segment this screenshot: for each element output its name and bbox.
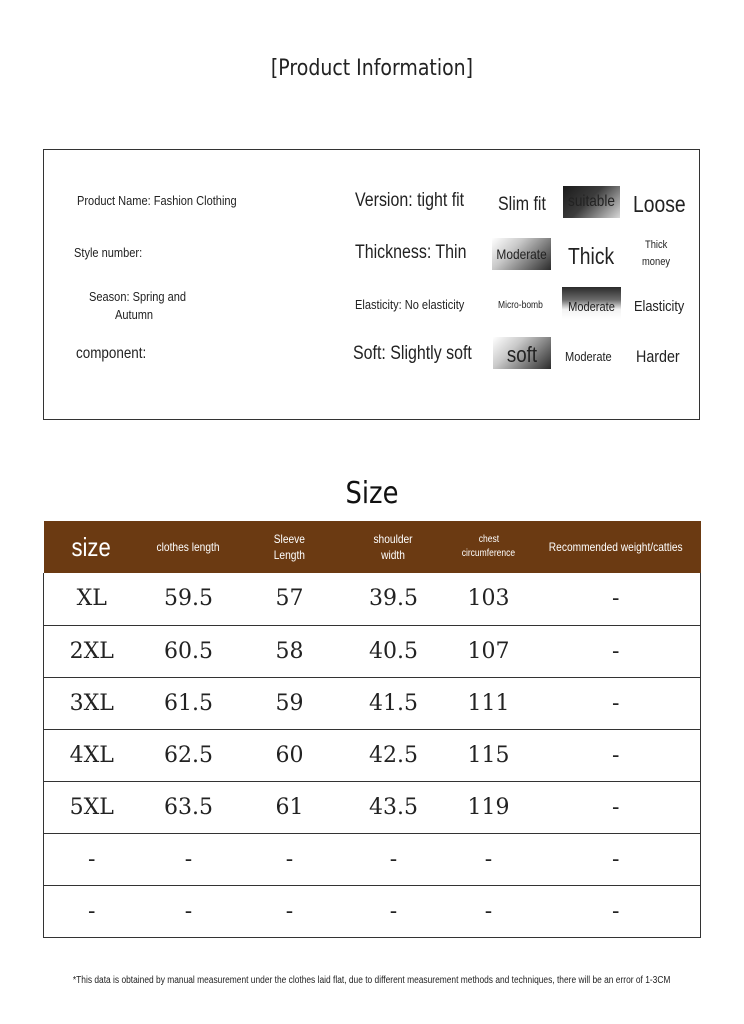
cell-weight: - bbox=[532, 729, 701, 781]
size-title: Size bbox=[345, 476, 399, 511]
cell-clothes-length: 63.5 bbox=[140, 781, 238, 833]
cell-clothes-length: - bbox=[140, 833, 238, 885]
cell-weight: - bbox=[532, 625, 701, 677]
cell-chest: - bbox=[446, 833, 532, 885]
cell-chest: 111 bbox=[446, 677, 532, 729]
cell-shoulder-width: 43.5 bbox=[342, 781, 446, 833]
elasticity-label: Elasticity: No elasticity bbox=[355, 297, 465, 312]
product-information-title: [Product Information] bbox=[270, 56, 474, 81]
version-label: Version: tight fit bbox=[355, 190, 465, 211]
thickness-selected-label: Moderate bbox=[496, 246, 547, 262]
soft-option-moderate: Moderate bbox=[565, 349, 612, 364]
size-table bbox=[43, 521, 701, 938]
soft-option-harder: Harder bbox=[636, 347, 680, 366]
cell-sleeve-length: - bbox=[238, 833, 342, 885]
measurement-footnote bbox=[0, 975, 744, 986]
cell-sleeve-length: 58 bbox=[238, 625, 342, 677]
cell-clothes-length: - bbox=[140, 885, 238, 937]
header-clothes-length: clothes length bbox=[140, 521, 238, 573]
table-row bbox=[44, 833, 701, 885]
elasticity-option-elasticity: Elasticity bbox=[634, 298, 685, 315]
cell-clothes-length: 59.5 bbox=[140, 573, 238, 625]
footnote-text: *This data is obtained by manual measurement under the clothes laid flat, due to different measurement methods and techniques, there will be an error of 1-3CM bbox=[73, 975, 671, 986]
cell-weight: - bbox=[532, 833, 701, 885]
soft-option-soft-selected bbox=[493, 337, 551, 369]
header-sleeve-length: Sleeve Length bbox=[238, 521, 342, 573]
cell-weight: - bbox=[532, 781, 701, 833]
version-option-slim-fit: Slim fit bbox=[498, 194, 546, 215]
soft-selected-label: soft bbox=[506, 342, 538, 367]
elasticity-option-micro-bomb: Micro-bomb bbox=[498, 300, 543, 311]
cell-sleeve-length: 57 bbox=[238, 573, 342, 625]
version-option-loose: Loose bbox=[633, 191, 686, 217]
table-row bbox=[44, 573, 701, 625]
cell-chest: 107 bbox=[446, 625, 532, 677]
version-selected-label: suitable bbox=[568, 193, 615, 210]
cell-weight: - bbox=[532, 885, 701, 937]
version-option-suitable-selected bbox=[563, 186, 620, 218]
table-row bbox=[44, 781, 701, 833]
cell-size: 4XL bbox=[44, 729, 140, 781]
cell-clothes-length: 62.5 bbox=[140, 729, 238, 781]
product-name: Product Name: Fashion Clothing bbox=[77, 193, 237, 208]
season-line-1: Season: Spring and bbox=[89, 289, 187, 304]
cell-shoulder-width: - bbox=[342, 885, 446, 937]
cell-size: 3XL bbox=[44, 677, 140, 729]
thickness-option-thick: Thick bbox=[568, 243, 615, 269]
cell-shoulder-width: 41.5 bbox=[342, 677, 446, 729]
elasticity-option-moderate-selected bbox=[562, 287, 621, 319]
cell-shoulder-width: 39.5 bbox=[342, 573, 446, 625]
header-shoulder-width: shoulder width bbox=[342, 521, 446, 573]
table-row bbox=[44, 625, 701, 677]
style-number: Style number: bbox=[74, 245, 143, 260]
soft-label: Soft: Slightly soft bbox=[353, 343, 472, 364]
size-table-header-row bbox=[44, 521, 701, 573]
cell-chest: 103 bbox=[446, 573, 532, 625]
header-size: size bbox=[44, 521, 140, 573]
table-row bbox=[44, 885, 701, 937]
cell-size: XL bbox=[44, 573, 140, 625]
component: component: bbox=[76, 345, 147, 362]
elasticity-selected-label: Moderate bbox=[568, 299, 615, 314]
season-line-2: Autumn bbox=[115, 307, 154, 322]
cell-sleeve-length: 59 bbox=[238, 677, 342, 729]
cell-clothes-length: 61.5 bbox=[140, 677, 238, 729]
cell-size: 2XL bbox=[44, 625, 140, 677]
cell-sleeve-length: - bbox=[238, 885, 342, 937]
table-row bbox=[44, 729, 701, 781]
cell-sleeve-length: 60 bbox=[238, 729, 342, 781]
cell-chest: 119 bbox=[446, 781, 532, 833]
thickness-option-moderate-selected bbox=[492, 238, 551, 270]
cell-clothes-length: 60.5 bbox=[140, 625, 238, 677]
cell-weight: - bbox=[532, 677, 701, 729]
cell-chest: - bbox=[446, 885, 532, 937]
header-chest-circumference: chest circumference bbox=[446, 521, 532, 573]
thickness-label: Thickness: Thin bbox=[355, 242, 467, 263]
cell-shoulder-width: 42.5 bbox=[342, 729, 446, 781]
cell-shoulder-width: 40.5 bbox=[342, 625, 446, 677]
cell-size: - bbox=[44, 885, 140, 937]
cell-sleeve-length: 61 bbox=[238, 781, 342, 833]
cell-weight: - bbox=[532, 573, 701, 625]
table-row bbox=[44, 677, 701, 729]
thickness-option-thick-money-2: money bbox=[642, 256, 671, 268]
cell-size: - bbox=[44, 833, 140, 885]
thickness-option-thick-money-1: Thick bbox=[645, 239, 668, 251]
cell-shoulder-width: - bbox=[342, 833, 446, 885]
header-recommended-weight: Recommended weight/catties bbox=[532, 521, 701, 573]
cell-chest: 115 bbox=[446, 729, 532, 781]
cell-size: 5XL bbox=[44, 781, 140, 833]
product-info-panel bbox=[43, 149, 700, 420]
